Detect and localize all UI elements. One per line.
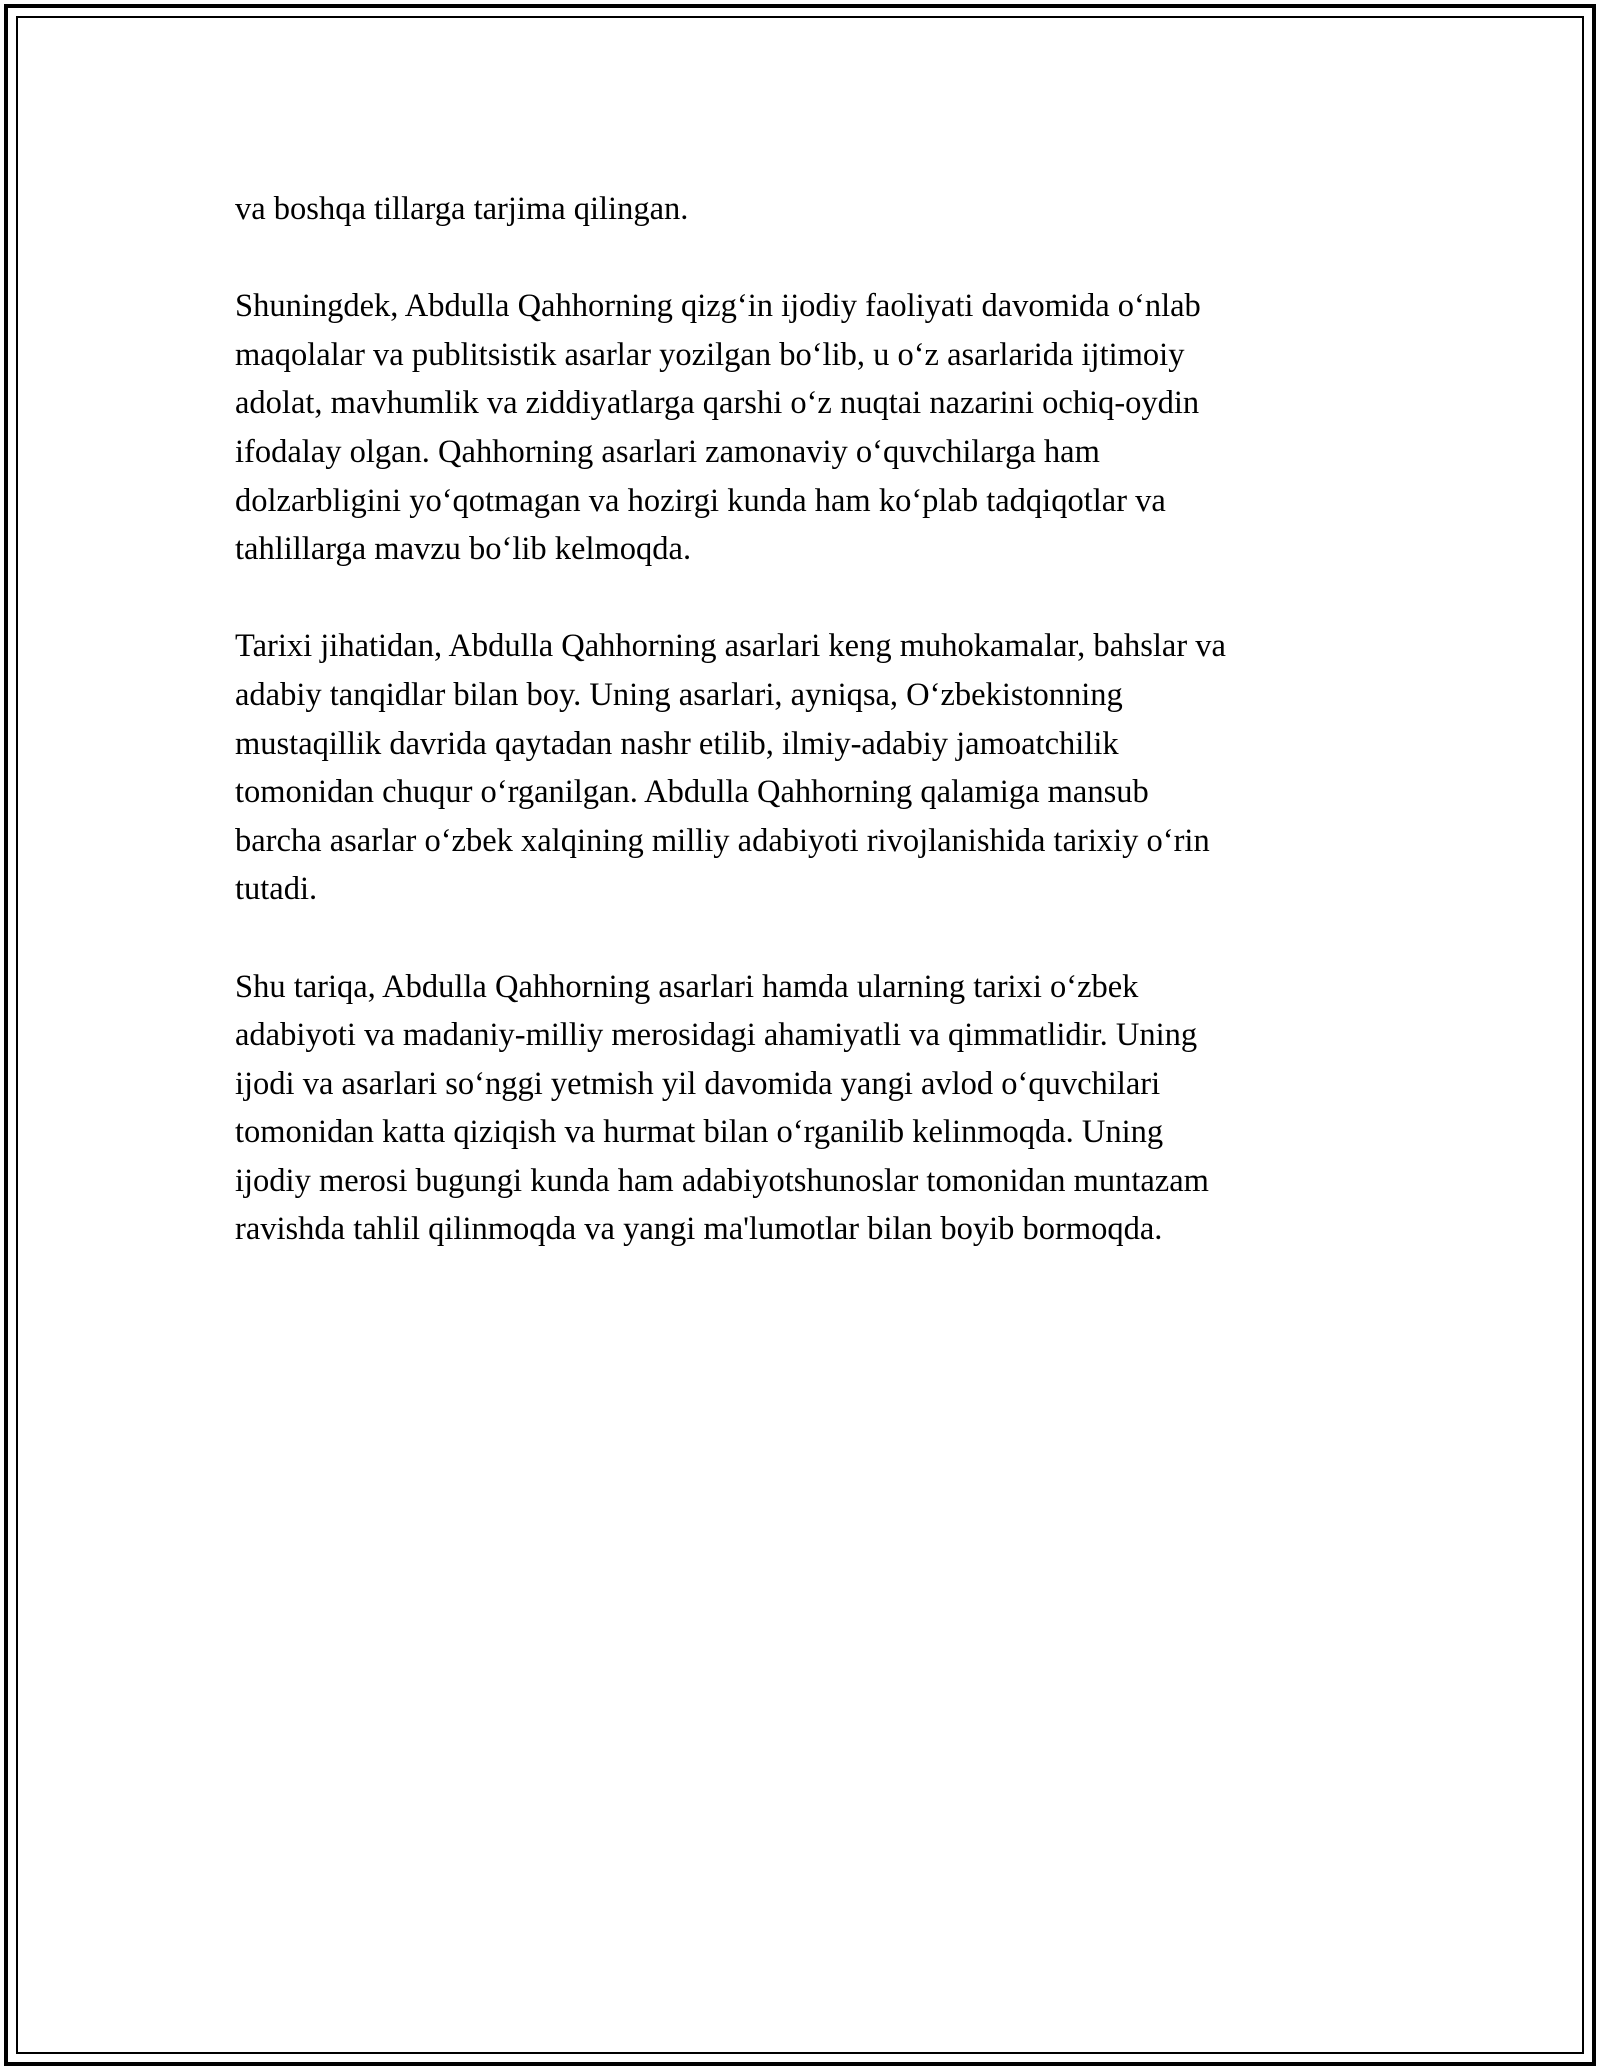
paragraph-continuation: va boshqa tillarga tarjima qilingan.: [235, 191, 689, 227]
paragraph-conclusion: Shu tariqa, Abdulla Qahhorning asarlari hamda ularning tarixi o‘zbek adabiyoti va madaniy-milliy merosidagi ahamiyatli va qimmatlidir. Uning ijodi va asarlari so‘nggi yetmish yil davomida yangi avlod o‘quvchilari tomonidan katta qiziqish va hurmat bilan o‘rganilib kelinmoqda. Uning ijodiy merosi bugungi kunda ham adabiyotshunoslar tomonidan muntazam ravishda tahlil qilinmoqda va yangi ma'lumotlar bilan boyib bormoqda.: [235, 968, 1209, 1248]
document-body: [235, 185, 1375, 1254]
paragraph-historical-reception: Tarixi jihatidan, Abdulla Qahhorning asarlari keng muhokamalar, bahslar va adabiy tanqidlar bilan boy. Uning asarlari, ayniqsa, O‘zbekistonning mustaqillik davrida qaytadan nashr etilib, ilmiy-adabiy jamoatchilik tomonidan chuqur o‘rganilgan. Abdulla Qahhorning qalamiga mansub barcha asarlar o‘zbek xalqining milliy adabiyoti rivojlanishida tarixiy o‘rin tutadi.: [235, 628, 1226, 908]
paragraph-publicistic-works: Shuningdek, Abdulla Qahhorning qizg‘in ijodiy faoliyati davomida o‘nlab maqolalar va publitsistik asarlar yozilgan bo‘lib, u o‘z asarlarida ijtimoiy adolat, mavhumlik va ziddiyatlarga qarshi o‘z nuqtai nazarini ochiq-oydin ifodalay olgan. Qahhorning asarlari zamonaviy o‘quvchilarga ham dolzarbligini yo‘qotmagan va hozirgi kunda ham ko‘plab tadqiqotlar va tahlillarga mavzu bo‘lib kelmoqda.: [235, 288, 1201, 568]
